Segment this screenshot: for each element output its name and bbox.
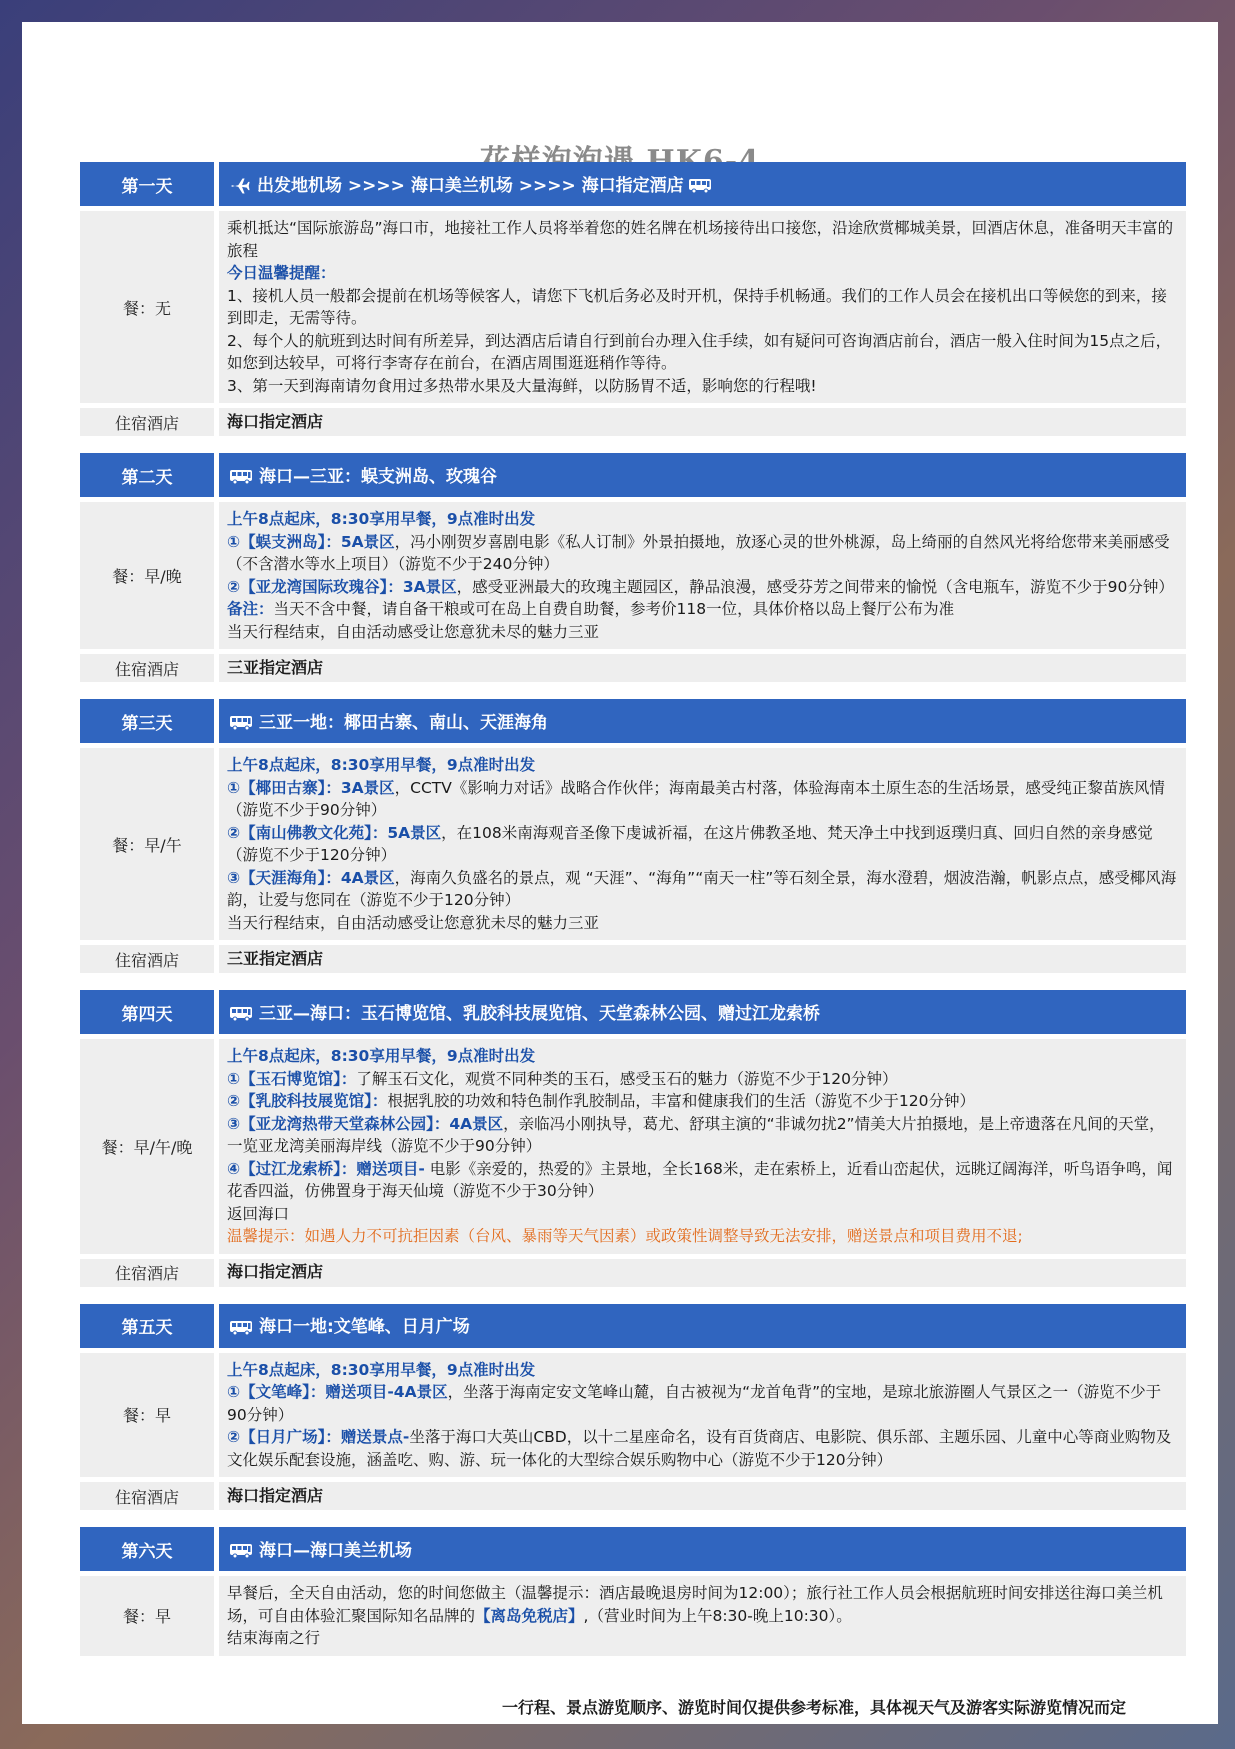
day-route bbox=[219, 699, 1186, 743]
meal-label: 餐：早/午 bbox=[80, 748, 214, 940]
day-header bbox=[80, 1304, 1186, 1348]
hotel-name: 海口指定酒店 bbox=[219, 1482, 1186, 1510]
note-item bbox=[227, 598, 1178, 621]
hotel-label: 住宿酒店 bbox=[80, 1482, 214, 1510]
paragraph: 当天行程结束，自由活动感受让您意犹未尽的魅力三亚 bbox=[227, 913, 600, 932]
attraction-name: ④【过江龙索桥】：赠送项目- bbox=[227, 1159, 425, 1178]
bus-icon bbox=[229, 1320, 253, 1336]
day-detail bbox=[80, 211, 1186, 403]
route-text: 出发地机场 >>>> 海口美兰机场 >>>> 海口指定酒店 bbox=[257, 175, 684, 196]
day-header bbox=[80, 453, 1186, 497]
meal-label: 餐：早 bbox=[80, 1353, 214, 1478]
attraction-name: ①【蜈支洲岛】：5A景区 bbox=[227, 532, 395, 551]
attraction-name: ①【玉石博览馆】： bbox=[227, 1069, 357, 1088]
bus-icon bbox=[229, 1543, 253, 1559]
attraction-name: ③【亚龙湾热带天堂森林公园】：4A景区 bbox=[227, 1114, 504, 1133]
day-route bbox=[219, 453, 1186, 497]
attraction-name: ②【南山佛教文化苑】：5A景区 bbox=[227, 823, 442, 842]
paragraph-text: ,（营业时间为上午8:30-晚上10:30）。 bbox=[583, 1606, 852, 1625]
paragraph: 1、接机人员一般都会提前在机场等候客人，请您下飞机后务必及时开机，保持手机畅通。我们的工作人员会在接机出口等候您的到来，接到即走，无需等待。 bbox=[227, 286, 1167, 327]
day-detail bbox=[80, 502, 1186, 649]
day-header bbox=[80, 1527, 1186, 1571]
attraction-item bbox=[227, 1158, 1178, 1203]
route-text: 海口—三亚：蜈支洲岛、玫瑰谷 bbox=[259, 466, 497, 487]
attraction-name: ③【天涯海角】：4A景区 bbox=[227, 868, 395, 887]
attraction-item bbox=[227, 1426, 1178, 1471]
reminder-heading: 今日温馨提醒： bbox=[227, 264, 336, 282]
route-text: 海口一地:文笔峰、日月广场 bbox=[259, 1317, 470, 1338]
meal-label: 餐：早 bbox=[80, 1576, 214, 1656]
hotel-name: 三亚指定酒店 bbox=[219, 945, 1186, 973]
note-label: 备注： bbox=[227, 600, 274, 618]
paragraph: 结束海南之行 bbox=[227, 1629, 321, 1647]
route-text: 三亚—海口：玉石博览馆、乳胶科技展览馆、天堂森林公园、赠过江龙索桥 bbox=[259, 1003, 820, 1024]
day-route bbox=[219, 162, 1186, 206]
attraction-desc: 了解玉石文化，观赏不同种类的玉石，感受玉石的魅力（游览不少于120分钟） bbox=[356, 1069, 898, 1088]
day-label: 第一天 bbox=[80, 162, 214, 206]
day-description bbox=[219, 1039, 1186, 1254]
attraction-desc: ，亲临冯小刚执导，葛尤、舒琪主演的“非诚勿扰2”情美大片拍摄地，是上帝遗落在凡间的天堂，一览亚龙湾美丽海岸线（游览不少于90分钟） bbox=[227, 1114, 1165, 1155]
schedule-table bbox=[80, 162, 1186, 1661]
attraction-item bbox=[227, 777, 1178, 822]
attraction-item bbox=[227, 576, 1178, 599]
attraction-item bbox=[227, 1381, 1178, 1426]
airplane-icon bbox=[229, 176, 251, 196]
schedule-time: 上午8点起床，8:30享用早餐，9点准时出发 bbox=[227, 1360, 536, 1379]
day-route bbox=[219, 990, 1186, 1034]
hotel-label: 住宿酒店 bbox=[80, 945, 214, 973]
attraction-item bbox=[227, 1113, 1178, 1158]
footer-note: 一行程、景点游览顺序、游览时间仅提供参考标准，具体视天气及游客实际游览情况而定 bbox=[501, 1698, 1126, 1717]
paragraph bbox=[227, 1582, 1178, 1627]
day-label: 第六天 bbox=[80, 1527, 214, 1571]
paragraph: 返回海口 bbox=[227, 1204, 290, 1223]
day-detail bbox=[80, 748, 1186, 940]
attraction-desc: 坐落于海口大英山CBD，以十二星座命名，设有百货商店、电影院、俱乐部、主题乐园、儿童中心等商业购物及文化娱乐配套设施，涵盖吃、购、游、玩一体化的大型综合娱乐购物中心（游览不少于120分钟） bbox=[227, 1428, 1172, 1469]
attraction-item bbox=[227, 1090, 1178, 1113]
hotel-row bbox=[80, 654, 1186, 682]
schedule-time: 上午8点起床，8:30享用早餐，9点准时出发 bbox=[227, 1047, 536, 1065]
bus-icon bbox=[688, 178, 712, 194]
meal-label: 餐：早/午/晚 bbox=[80, 1039, 214, 1254]
attraction-desc: ，感受亚洲最大的玫瑰主题园区，静品浪漫，感受芬芳之间带来的愉悦（含电瓶车，游览不少于90分钟） bbox=[456, 577, 1174, 596]
day-description bbox=[219, 1576, 1186, 1656]
day-header bbox=[80, 162, 1186, 206]
day-label: 第二天 bbox=[80, 453, 214, 497]
day-label: 第四天 bbox=[80, 990, 214, 1034]
attraction-desc: 电影《亲爱的，热爱的》主景地，全长168米，走在索桥上，近看山峦起伏，远眺辽阔海洋，听鸟语争鸣，闻花香四溢，仿佛置身于海天仙境（游览不少于30分钟） bbox=[227, 1159, 1173, 1200]
day-description bbox=[219, 502, 1186, 649]
hotel-row bbox=[80, 945, 1186, 973]
day-label: 第三天 bbox=[80, 699, 214, 743]
note-text: 当天不含中餐，请自备干粮或可在岛上自费自助餐，参考价118一位，具体价格以岛上餐厅公布为准 bbox=[273, 600, 955, 618]
attraction-desc: ，在108米南海观音圣像下虔诚祈福，在这片佛教圣地、梵天净土中找到返璞归真、回归自然的亲身感觉（游览不少于120分钟） bbox=[227, 823, 1153, 864]
paragraph: 3、第一天到海南请勿食用过多热带水果及大量海鲜，以防肠胃不适，影响您的行程哦! bbox=[227, 376, 817, 395]
route-text: 三亚一地：椰田古寨、南山、天涯海角 bbox=[259, 712, 548, 733]
hotel-label: 住宿酒店 bbox=[80, 654, 214, 682]
attraction-desc: ，坐落于海南定安文笔峰山麓，自古被视为“龙首龟背”的宝地，是琼北旅游圈人气景区之一（游览不少于90分钟） bbox=[227, 1383, 1162, 1424]
hotel-label: 住宿酒店 bbox=[80, 1259, 214, 1287]
day-description bbox=[219, 211, 1186, 403]
day-description bbox=[219, 748, 1186, 940]
warning-text: 温馨提示：如遇人力不可抗拒因素（台风、暴雨等天气因素）或政策性调整导致无法安排，赠送景点和项目费用不退; bbox=[227, 1227, 1023, 1245]
day-label: 第五天 bbox=[80, 1304, 214, 1348]
duty-free-shop: 【离岛免税店】 bbox=[475, 1606, 584, 1625]
hotel-label: 住宿酒店 bbox=[80, 408, 214, 436]
attraction-name: ②【乳胶科技展览馆】： bbox=[227, 1092, 388, 1110]
bus-icon bbox=[229, 1006, 253, 1022]
hotel-name: 海口指定酒店 bbox=[219, 1259, 1186, 1287]
day-description bbox=[219, 1353, 1186, 1478]
hotel-row bbox=[80, 408, 1186, 436]
paragraph-text: 早餐后，全天自由活动，您的时间您做主（温馨提示：酒店最晚退房时间为12:00）；旅行社工作人员会根据航班时间安排送往海口美兰机场，可自由体验汇聚国际知名品牌的 bbox=[227, 1584, 1163, 1625]
attraction-name: ②【日月广场】：赠送景点- bbox=[227, 1428, 410, 1446]
attraction-desc: ，CCTV《影响力对话》战略合作伙伴；海南最美古村落，体验海南本土原生态的生活场景，感受纯正黎苗族风情（游览不少于90分钟） bbox=[227, 778, 1165, 819]
attraction-name: ①【椰田古寨】：3A景区 bbox=[227, 778, 395, 797]
hotel-row bbox=[80, 1482, 1186, 1510]
bus-icon bbox=[229, 715, 253, 731]
paragraph: 2、每个人的航班到达时间有所差异，到达酒店后请自行到前台办理入住手续，如有疑问可咨询酒店前台，酒店一般入住时间为15点之后，如您到达较早，可将行李寄存在前台，在酒店周围逛逛稍作等待。 bbox=[227, 331, 1172, 372]
day-detail bbox=[80, 1039, 1186, 1254]
route-text: 海口—海口美兰机场 bbox=[259, 1540, 412, 1561]
day-header bbox=[80, 990, 1186, 1034]
itinerary-page bbox=[22, 22, 1218, 1724]
attraction-desc: 根据乳胶的功效和特色制作乳胶制品，丰富和健康我们的生活（游览不少于120分钟） bbox=[387, 1092, 975, 1110]
hotel-row bbox=[80, 1259, 1186, 1287]
day-route bbox=[219, 1304, 1186, 1348]
day-route bbox=[219, 1527, 1186, 1571]
day-header bbox=[80, 699, 1186, 743]
paragraph: 乘机抵达“国际旅游岛”海口市，地接社工作人员将举着您的姓名牌在机场接待出口接您，沿途欣赏椰城美景，回酒店休息，准备明天丰富的旅程 bbox=[227, 219, 1174, 260]
hotel-name: 海口指定酒店 bbox=[219, 408, 1186, 436]
schedule-time: 上午8点起床，8:30享用早餐，9点准时出发 bbox=[227, 510, 536, 528]
paragraph: 当天行程结束，自由活动感受让您意犹未尽的魅力三亚 bbox=[227, 622, 600, 641]
attraction-desc: ，海南久负盛名的景点，观 “天涯”、“海角”“南天一柱”等石刻全景，海水澄碧，烟波浩瀚，帆影点点，感受椰风海韵，让爱与您同在（游览不少于120分钟） bbox=[227, 868, 1177, 909]
meal-label: 餐：早/晚 bbox=[80, 502, 214, 649]
day-detail bbox=[80, 1576, 1186, 1656]
bus-icon bbox=[229, 469, 253, 485]
attraction-item bbox=[227, 1068, 1178, 1091]
attraction-item bbox=[227, 867, 1178, 912]
day-detail bbox=[80, 1353, 1186, 1478]
attraction-name: ②【亚龙湾国际玫瑰谷】：3A景区 bbox=[227, 577, 457, 596]
schedule-time: 上午8点起床，8:30享用早餐，9点准时出发 bbox=[227, 756, 536, 774]
attraction-desc: ，冯小刚贺岁喜剧电影《私人订制》外景拍摄地，放逐心灵的世外桃源，岛上绮丽的自然风光将给您带来美丽感受（不含潜水等水上项目）（游览不少于240分钟） bbox=[227, 532, 1170, 573]
attraction-item bbox=[227, 822, 1178, 867]
hotel-name: 三亚指定酒店 bbox=[219, 654, 1186, 682]
attraction-name: ①【文笔峰】：赠送项目-4A景区 bbox=[227, 1383, 448, 1401]
meal-label: 餐：无 bbox=[80, 211, 214, 403]
attraction-item bbox=[227, 531, 1178, 576]
